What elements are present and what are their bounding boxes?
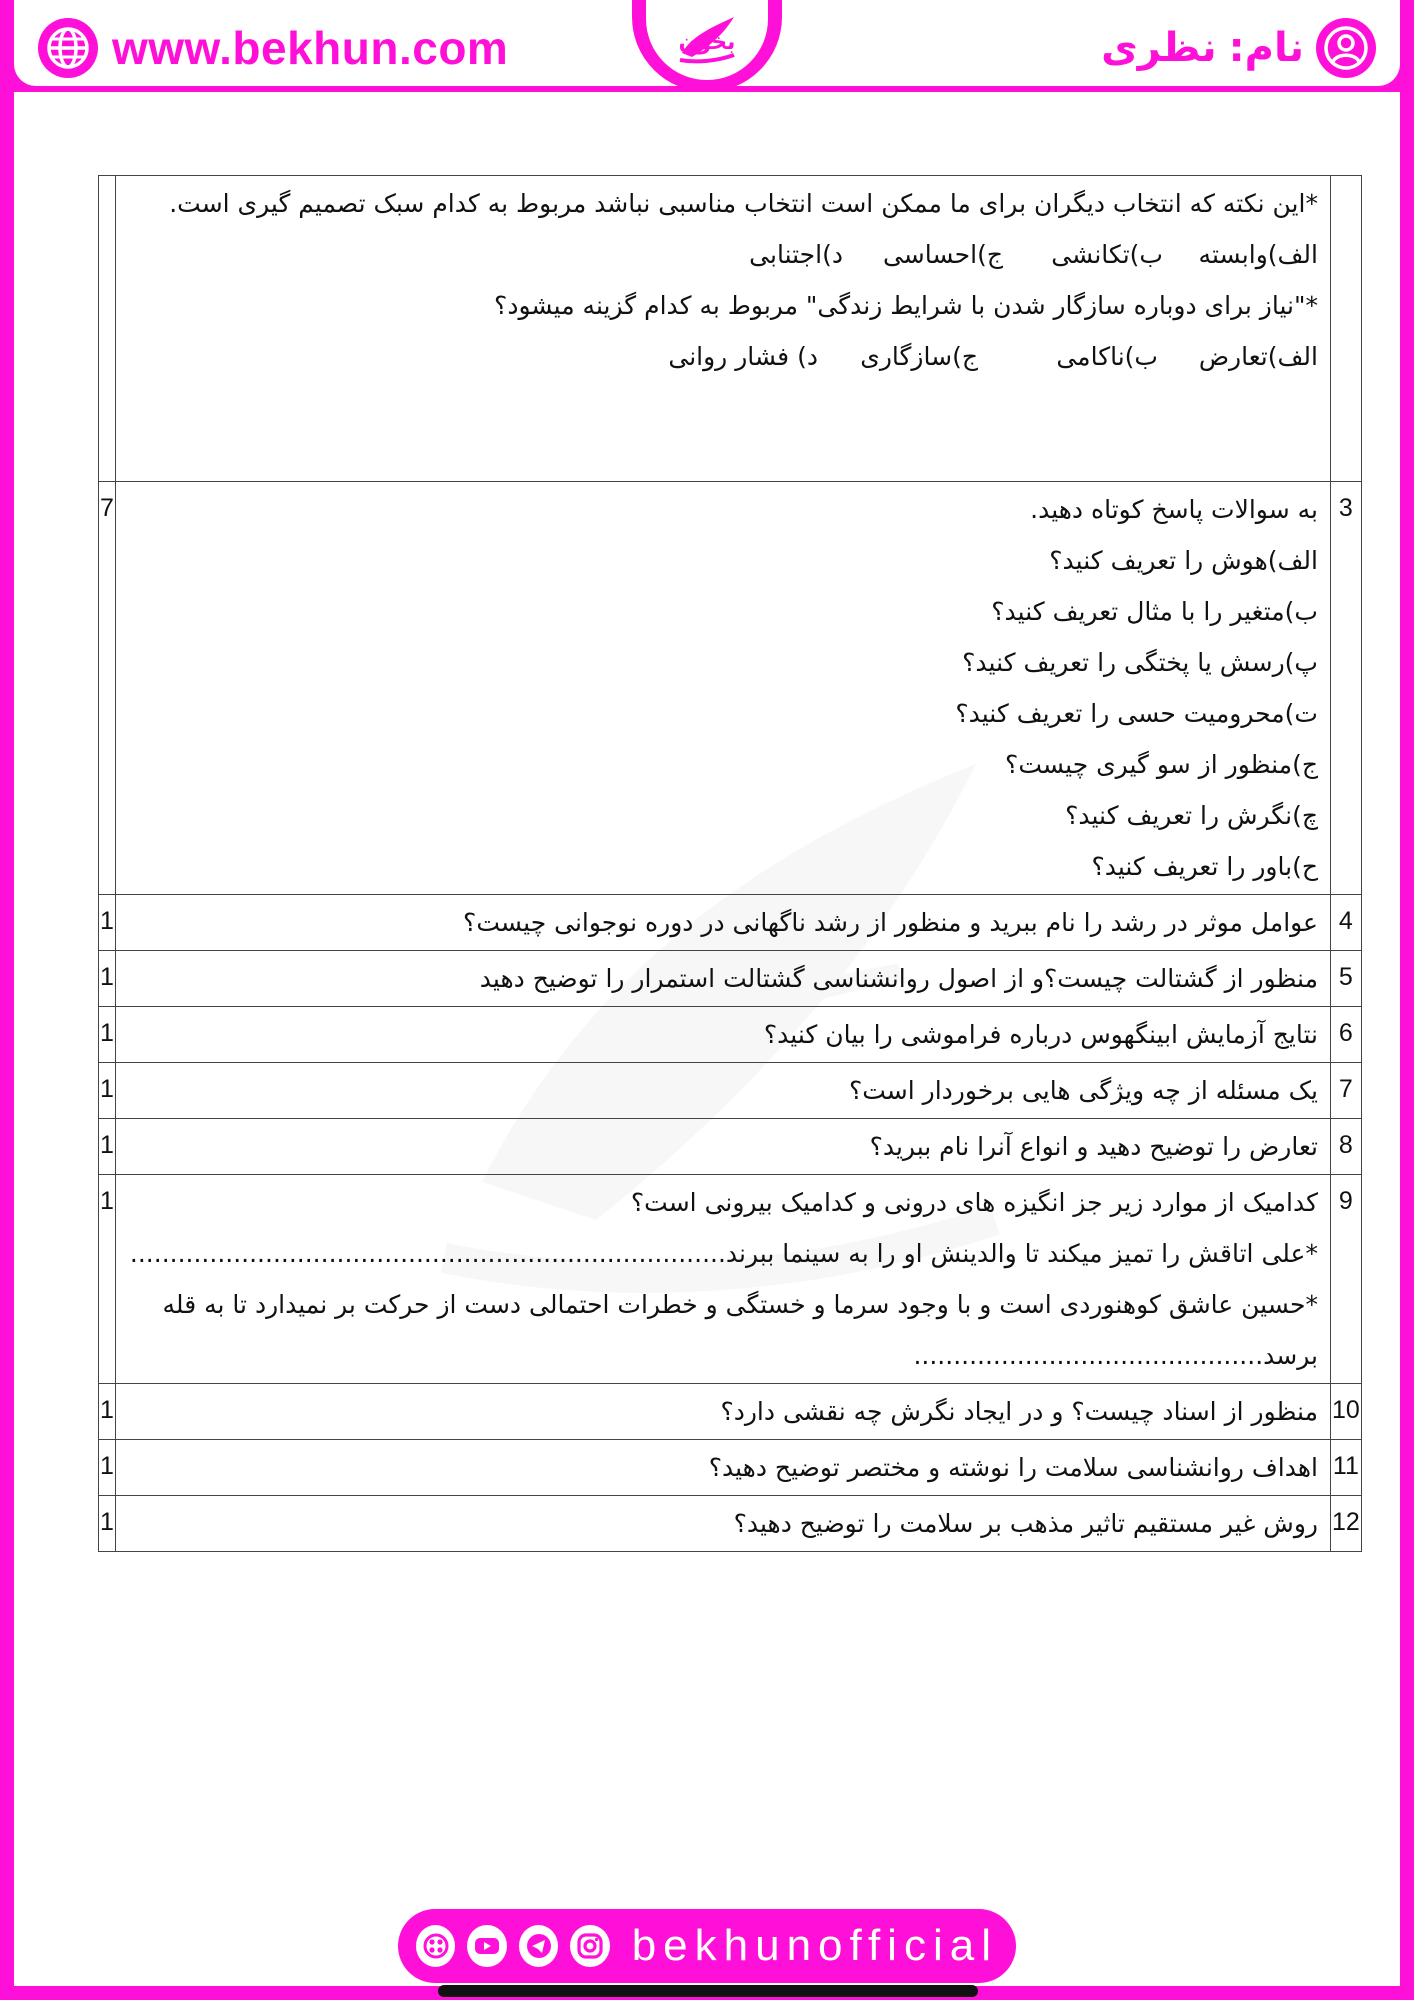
question-text (115, 1440, 1330, 1496)
question-score: 7 (99, 482, 116, 895)
table-row (99, 1007, 1362, 1063)
youtube-icon[interactable] (467, 1925, 506, 1967)
question-line: *"نیاز برای دوباره سازگار شدن با شرایط زندگی" مربوط به کدام گزینه میشود؟ (494, 291, 1318, 320)
question-number: 6 (1330, 1007, 1361, 1063)
question-line: ت)محرومیت حسی را تعریف کنید؟ (955, 699, 1318, 728)
svg-text:بخون: بخون (678, 30, 736, 55)
table-row (99, 1384, 1362, 1440)
question-score: 1 (99, 1119, 116, 1175)
question-line: نتایج آزمایش ابینگهوس درباره فراموشی را بیان کنید؟ (763, 1020, 1318, 1049)
question-text (115, 1119, 1330, 1175)
answer-blank[interactable]: ........................................... (913, 1341, 1256, 1370)
option: د)اجتنابی (749, 240, 843, 269)
site-link[interactable] (38, 18, 508, 78)
question-line: ج)منظور از سو گیری چیست؟ (1005, 750, 1318, 779)
option: ج)احساسی (882, 240, 1003, 269)
social-bar (398, 1909, 1016, 1983)
social-handle[interactable]: bekhunofficial (631, 1921, 998, 1970)
table-row (99, 895, 1362, 951)
question-line: *این نکته که انتخاب دیگران برای ما ممکن است انتخاب مناسبی نباشد مربوط به کدام سبک تصمیم گیری است. (169, 189, 1318, 218)
logo (646, 0, 768, 80)
item-text: *علی اتاقش را تمیز میکند تا والدینش او را به سینما ببرند. (717, 1239, 1318, 1268)
footer-shadow (438, 1985, 978, 1997)
student-name (1101, 18, 1376, 78)
question-number: 10 (1330, 1384, 1361, 1440)
table-row (99, 951, 1362, 1007)
question-line: ب)متغیر را با مثال تعریف کنید؟ (991, 597, 1318, 626)
site-url[interactable]: www.bekhun.com (112, 22, 509, 74)
options-row (130, 229, 1318, 280)
question-line (130, 1228, 1318, 1279)
question-line: به سوالات پاسخ کوتاه دهید. (1030, 495, 1318, 524)
option: الف)تعارض (1198, 342, 1318, 371)
question-line: تعارض را توضیح دهید و انواع آنرا نام ببرید؟ (869, 1132, 1318, 1161)
question-score: 1 (99, 1175, 116, 1384)
name-value: نظری (1101, 25, 1217, 71)
question-number (1330, 176, 1361, 482)
user-icon (1316, 18, 1376, 78)
question-number: 4 (1330, 895, 1361, 951)
question-text (115, 1175, 1330, 1384)
question-number: 7 (1330, 1063, 1361, 1119)
question-score: 1 (99, 1007, 116, 1063)
question-line: پ)رسش یا پختگی را تعریف کنید؟ (962, 648, 1318, 677)
question-line: چ)نگرش را تعریف کنید؟ (1065, 801, 1318, 830)
question-text (115, 482, 1330, 895)
option: ج)سازگاری (860, 342, 978, 371)
question-line: روش غیر مستقیم تاثیر مذهب بر سلامت را توضیح دهید؟ (733, 1509, 1318, 1538)
item-text: *حسین عاشق کوهنوردی است و با وجود سرما و خستگی و خطرات احتمالی دست از حرکت بر نمیدارد تا به قله برسد. (162, 1290, 1318, 1370)
option: ب)تکانشی (1051, 240, 1163, 269)
question-score: 1 (99, 1384, 116, 1440)
question-number: 8 (1330, 1119, 1361, 1175)
question-line: ح)باور را تعریف کنید؟ (1091, 852, 1318, 881)
table-row (99, 1175, 1362, 1384)
question-text (115, 176, 1330, 482)
question-text (115, 1496, 1330, 1552)
question-text (115, 1007, 1330, 1063)
question-score: 1 (99, 1440, 116, 1496)
table-row (99, 1063, 1362, 1119)
question-line: الف)هوش را تعریف کنید؟ (1049, 546, 1318, 575)
answer-blank[interactable]: .......................................................................... (129, 1239, 718, 1268)
option: الف)وابسته (1198, 240, 1318, 269)
question-score: 1 (99, 951, 116, 1007)
header-bar (0, 0, 1414, 92)
question-line (130, 1279, 1318, 1381)
table-row (99, 1119, 1362, 1175)
question-score: 1 (99, 1063, 116, 1119)
question-text (115, 1384, 1330, 1440)
option: د) فشار روانی (668, 342, 818, 371)
question-number: 3 (1330, 482, 1361, 895)
table-row (99, 482, 1362, 895)
question-line: یک مسئله از چه ویژگی هایی برخوردار است؟ (848, 1076, 1318, 1105)
question-line: کدامیک از موارد زیر جز انگیزه های درونی و کدامیک بیرونی است؟ (630, 1188, 1318, 1217)
question-number: 5 (1330, 951, 1361, 1007)
question-number: 12 (1330, 1496, 1361, 1552)
question-score (99, 176, 116, 482)
question-number: 9 (1330, 1175, 1361, 1384)
telegram-icon[interactable] (519, 1925, 558, 1967)
question-text (115, 951, 1330, 1007)
instagram-icon[interactable] (570, 1925, 609, 1967)
question-line: اهداف روانشناسی سلامت را نوشته و مختصر توضیح دهید؟ (708, 1453, 1318, 1482)
exam-table (98, 175, 1362, 1552)
globe-icon (38, 18, 98, 78)
table-row (99, 1496, 1362, 1552)
question-text (115, 895, 1330, 951)
table-row (99, 1440, 1362, 1496)
question-line: منظور از گشتالت چیست؟و از اصول روانشناسی گشتالت استمرار را توضیح دهید (479, 964, 1318, 993)
question-text (115, 1063, 1330, 1119)
name-label: نام: (1228, 25, 1304, 71)
question-score: 1 (99, 1496, 116, 1552)
table-row (99, 176, 1362, 482)
question-number: 11 (1330, 1440, 1361, 1496)
question-line: منظور از اسناد چیست؟ و در ایجاد نگرش چه نقشی دارد؟ (720, 1397, 1318, 1426)
option: ب)ناکامی (1056, 342, 1158, 371)
aparat-icon[interactable] (416, 1925, 455, 1967)
options-row (130, 331, 1318, 382)
question-score: 1 (99, 895, 116, 951)
question-line: عوامل موثر در رشد را نام ببرید و منظور از رشد ناگهانی در دوره نوجوانی چیست؟ (463, 908, 1318, 937)
